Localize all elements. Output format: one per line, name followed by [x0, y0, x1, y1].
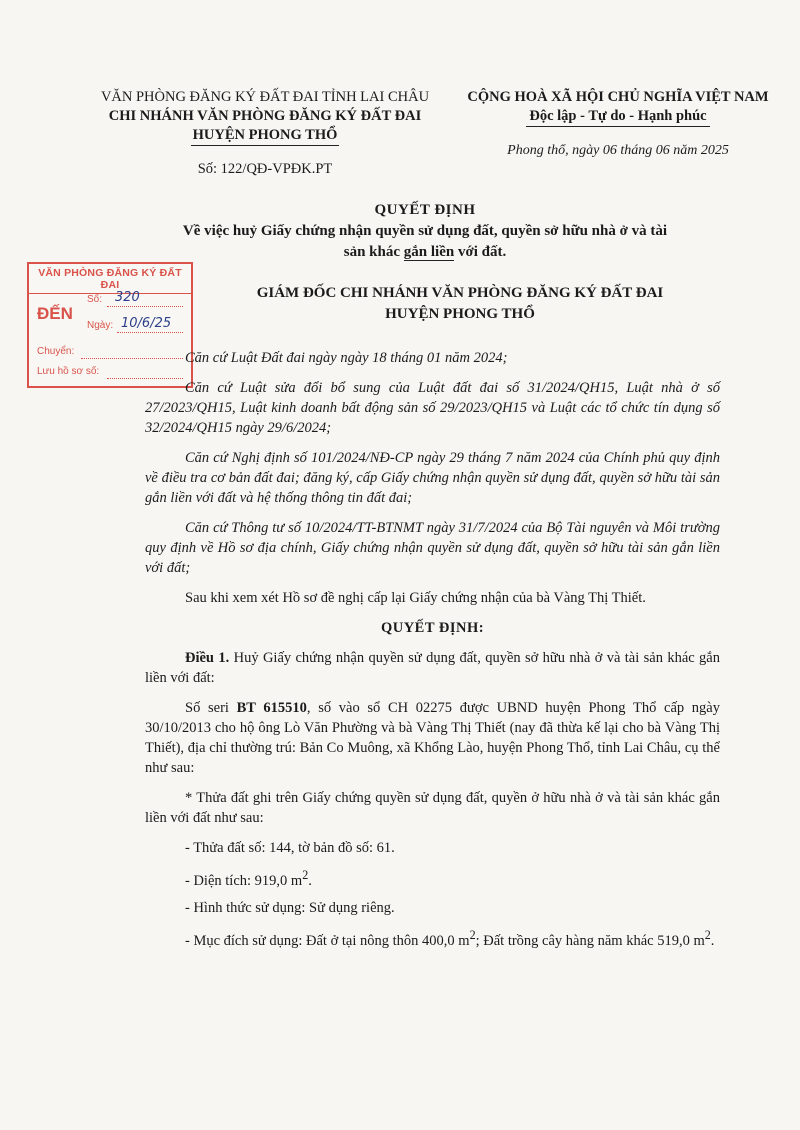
stamp-so-label: Số: — [87, 294, 103, 305]
area-sup: 2 — [302, 868, 309, 882]
serial-details: , số vào sổ CH 02275 được UBND huyện Phong Thổ cấp ngày 30/10/2013 cho hộ ông Lò Văn Phường và bà Vàng Thị Thiết (nay đã thừa kế lại cho bà Vàng Thị Thiết), địa chỉ thường trú: Bản Co Muông, xã Khổng Lào, huyện Phong Thổ, tỉnh Lai Châu, cụ thể như sau: — [145, 700, 720, 776]
decide-heading: QUYẾT ĐỊNH: — [380, 620, 485, 636]
legal-basis-4: Căn cứ Thông tư số 10/2024/TT-BTNMT ngày 31/7/2024 của Bộ Tài nguyên và Môi trường quy định về Hồ sơ địa chính, Giấy chứng nhận quyền sử dụng đất, quyền sở hữu tài sản gắn liền với đất; — [145, 520, 720, 576]
national-header — [458, 88, 778, 160]
decision-subject-line1: Về việc huỷ Giấy chứng nhận quyền sử dụng đất, quyền sở hữu nhà ở và tài — [182, 223, 668, 239]
director-line1: GIÁM ĐỐC CHI NHÁNH VĂN PHÒNG ĐĂNG KÝ ĐẤT ĐAI — [256, 285, 664, 301]
stamp-chuyen-label: Chuyển: — [37, 346, 75, 357]
national-motto: Độc lập - Tự do - Hạnh phúc — [526, 107, 709, 127]
article-1-text: Huỷ Giấy chứng nhận quyền sử dụng đất, quyền sở hữu nhà ở và tài sản khác gắn liền với đất: — [145, 650, 720, 686]
purpose-a: - Mục đích sử dụng: Đất ở tại nông thôn 400,0 m — [185, 932, 470, 949]
usage-purpose — [145, 925, 720, 951]
stamp-ngay-value: 10/6/25 — [121, 316, 172, 331]
stamp-title: VĂN PHÒNG ĐĂNG KÝ ĐẤT ĐAI — [29, 264, 191, 294]
legal-basis-3: Căn cứ Nghị định số 101/2024/NĐ-CP ngày 29 tháng 7 năm 2024 của Chính phủ quy định về điều tra cơ bản đất đai; đăng ký, cấp Giấy chứng nhận quyền sử dụng đất, quyền sở hữu tài sản gắn liền với đất và hệ thống thông tin đất đai; — [145, 450, 720, 506]
purpose-end: . — [710, 932, 715, 949]
article-1 — [145, 648, 720, 688]
serial-number: BT 615510 — [236, 700, 307, 716]
subject-part-a: sản khác — [343, 244, 401, 260]
serial-prefix: Số seri — [185, 700, 237, 716]
agency-branch: CHI NHÁNH VĂN PHÒNG ĐĂNG KÝ ĐẤT ĐAI — [108, 108, 422, 124]
decision-title — [130, 200, 720, 263]
consideration-paragraph: Sau khi xem xét Hồ sơ đề nghị cấp lại Giấy chứng nhận của bà Vàng Thị Thiết. — [185, 590, 646, 606]
nation-name: CỘNG HOÀ XÃ HỘI CHỦ NGHĨA VIỆT NAM — [467, 89, 769, 105]
legal-basis-1: Căn cứ Luật Đất đai ngày ngày 18 tháng 01 năm 2024; — [185, 350, 508, 366]
area-end: . — [308, 872, 312, 889]
stamp-ngay-label: Ngày: — [87, 320, 114, 331]
plot-area — [145, 865, 720, 891]
stamp-so-line — [107, 306, 183, 307]
stamp-so-value: 320 — [115, 290, 140, 305]
subject-part-b: gắn liền — [403, 244, 455, 260]
parcel-intro: * Thửa đất ghi trên Giấy chứng quyền sử dụng đất, quyền ở hữu nhà ở và tài sản khác gắn liền với đất như sau: — [145, 790, 720, 826]
usage-form: - Hình thức sử dụng: Sử dụng riêng. — [185, 899, 395, 916]
purpose-sup1: 2 — [469, 927, 476, 942]
legal-basis-2: Căn cứ Luật sửa đổi bổ sung của Luật đất đai số 31/2024/QH15, Luật nhà ở số 27/2023/QH15, Luật kinh doanh bất động sản số 29/2023/QH15 và Luật các tổ chức tín dụng số 32/2024/QH15 ngày 29/6/2024; — [145, 380, 720, 436]
document-number: Số: 122/QĐ-VPĐK.PT — [197, 161, 333, 177]
director-line2: HUYỆN PHONG THỔ — [385, 306, 535, 322]
subject-part-c: với đất. — [457, 244, 507, 260]
purpose-sup2: 2 — [704, 927, 711, 942]
decision-subject-line2 — [130, 242, 720, 263]
stamp-ngay-line — [117, 332, 183, 333]
plot-number: - Thửa đất số: 144, tờ bản đồ số: 61. — [185, 840, 395, 856]
stamp-den-label: ĐẾN — [37, 304, 73, 323]
director-title — [180, 283, 740, 325]
place-and-date: Phong thổ, ngày 06 tháng 06 năm 2025 — [507, 143, 729, 158]
stamp-luu-label: Lưu hồ sơ số: — [37, 366, 100, 377]
area-text: - Diện tích: 919,0 m — [185, 872, 303, 889]
certificate-details — [145, 698, 720, 778]
issuing-agency-header — [80, 88, 450, 179]
article-1-label: Điều 1. — [185, 650, 230, 666]
document-body — [145, 348, 720, 958]
purpose-b: ; Đất trồng cây hàng năm khác 519,0 m — [475, 932, 705, 949]
agency-district: HUYỆN PHONG THỔ — [191, 126, 340, 146]
agency-parent: VĂN PHÒNG ĐĂNG KÝ ĐẤT ĐAI TỈNH LAI CHÂU — [100, 89, 430, 105]
decision-heading: QUYẾT ĐỊNH — [374, 202, 476, 218]
